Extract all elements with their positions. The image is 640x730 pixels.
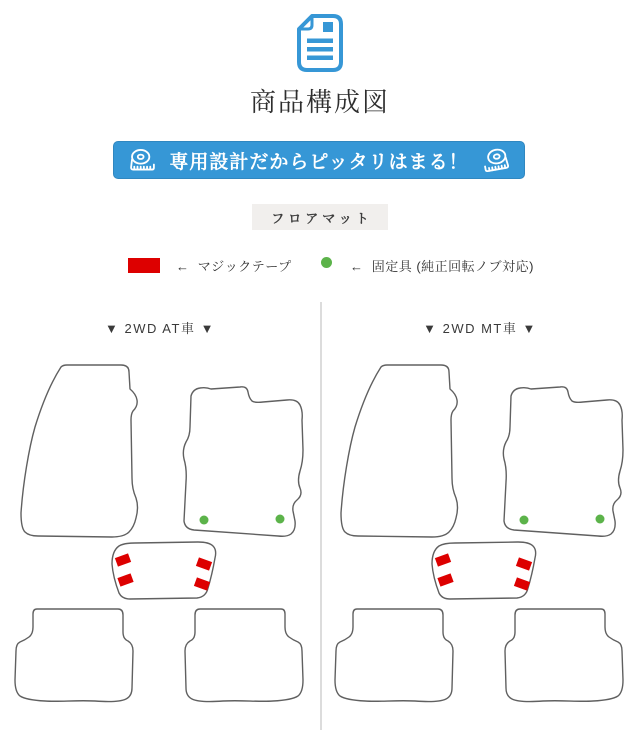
measuring-tape-icon	[127, 148, 158, 172]
section-header-2wd-mt: ▼ 2WD MT車 ▼	[423, 321, 537, 336]
driver-mat	[21, 365, 138, 537]
rear-mat-left	[15, 609, 133, 702]
velcro-legend-label	[176, 256, 292, 275]
mat-set-2wd-mt	[320, 350, 640, 730]
section-header-2wd-at: ▼ 2WD AT車 ▼	[105, 321, 215, 336]
fastener-label-text: 固定具 (純正回転ノブ対応)	[371, 259, 535, 274]
rear-mat-right	[185, 609, 303, 702]
document-icon	[296, 13, 344, 73]
center-tunnel-mat	[112, 542, 216, 599]
arrow-glyph: ←	[176, 259, 190, 274]
measuring-tape-icon	[478, 145, 513, 174]
velcro-label-text: マジックテープ	[197, 259, 292, 274]
fastener-dot	[200, 516, 209, 525]
mat-set	[15, 365, 303, 702]
mat-set-2wd-at	[0, 350, 320, 730]
arrow-glyph: ←	[350, 259, 364, 274]
page-title: 商品構成図	[249, 88, 390, 117]
fastener-dot-swatch	[321, 257, 332, 268]
product-label: フロアマット	[252, 204, 388, 230]
fastener-dot	[276, 515, 285, 524]
fastener-legend-label	[350, 256, 534, 275]
passenger-mat	[183, 387, 303, 536]
fit-banner	[113, 141, 525, 179]
banner-text: 専用設計だからピッタリはまる！	[169, 151, 469, 173]
velcro-swatch	[128, 258, 160, 273]
